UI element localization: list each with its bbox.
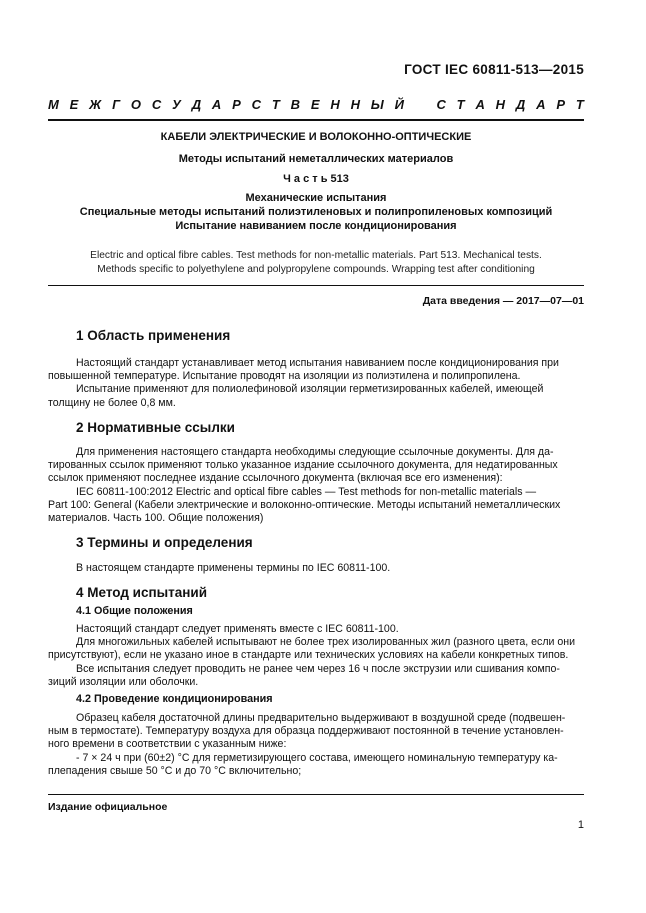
text-line: Испытание применяют для полиолефиновой изоляции герметизированных кабелей, имеющей bbox=[76, 383, 544, 396]
text-line: материалов. Часть 100. Общие положения) bbox=[48, 512, 264, 525]
section-4-title: 4 Метод испытаний bbox=[76, 585, 208, 600]
section-1-title: 1 Область применения bbox=[76, 328, 231, 343]
standard-type-letter: А bbox=[475, 97, 485, 112]
section-4-2-title: 4.2 Проведение кондиционирования bbox=[76, 693, 273, 705]
text-line: присутствуют), если не указано иное в стандарте или технических условиях на кабели конкретных типов. bbox=[48, 649, 569, 662]
standard-code: ГОСТ IEC 60811-513—2015 bbox=[404, 62, 584, 77]
section-4-1-paragraph bbox=[48, 623, 584, 689]
text-line: Настоящий стандарт следует применять вместе с IEC 60811-100. bbox=[76, 623, 399, 635]
standard-type-heading bbox=[48, 97, 584, 112]
standard-type-letter: Д bbox=[515, 97, 526, 112]
text-line: Part 100: General (Кабели электрические и волоконно-оптические. Методы испытаний неметаллических bbox=[48, 498, 561, 511]
text-line: зиций изоляции или оболочки. bbox=[48, 675, 199, 688]
standard-type-letter: А bbox=[211, 97, 222, 112]
text-line: толщину не более 0,8 мм. bbox=[48, 396, 176, 409]
standard-type-letter: С bbox=[436, 97, 446, 112]
standard-type-letter: Т bbox=[456, 97, 465, 112]
standard-type-letter: Г bbox=[112, 97, 121, 112]
standard-type-letter: У bbox=[172, 97, 181, 112]
title-line-4: Специальные методы испытаний полиэтиленовых и полипропиленовых композиций bbox=[79, 206, 553, 218]
standard-type-letter: О bbox=[130, 97, 141, 112]
section-2-paragraph bbox=[48, 446, 584, 525]
standard-type-letter: Ж bbox=[89, 97, 102, 112]
section-4-2-paragraph bbox=[48, 712, 584, 778]
english-title-2: Methods specific to polyethylene and polypropylene compounds. Wrapping test after conditioning bbox=[97, 264, 535, 275]
standard-type-letter: Е bbox=[69, 97, 79, 112]
text-line: Образец кабеля достаточной длины предварительно выдерживают в воздушной среде (подвешен- bbox=[76, 712, 566, 724]
section-2-title: 2 Нормативные ссылки bbox=[76, 420, 235, 435]
section-3-paragraph bbox=[48, 562, 584, 575]
title-part: Ч а с т ь 513 bbox=[283, 173, 349, 185]
standard-type-letter: Р bbox=[232, 97, 241, 112]
text-line: ным в термостате). Температуру воздуха для образца поддерживают постоянной в течение установлен- bbox=[48, 725, 564, 738]
text-line: ссылок применяют последнее издание ссылочного документа (включая все его изменения): bbox=[48, 472, 503, 485]
official-edition-label: Издание официальное bbox=[48, 801, 168, 813]
standard-type-letter: М bbox=[48, 97, 59, 112]
standard-type-letter: Е bbox=[310, 97, 320, 112]
footer-rule bbox=[48, 794, 584, 795]
standard-type-letter: Р bbox=[556, 97, 565, 112]
standard-type-letter: Т bbox=[575, 97, 584, 112]
title-line-5: Испытание навиванием после кондиционирования bbox=[175, 220, 457, 232]
header-rule bbox=[48, 119, 584, 121]
text-line: - 7 × 24 ч при (60±2) °С для герметизирующего состава, имеющего номинальную температуру ка- bbox=[76, 751, 558, 764]
standard-type-letter: Н bbox=[330, 97, 340, 112]
standard-type-letter: Н bbox=[350, 97, 360, 112]
standard-type-letter: Ы bbox=[370, 97, 384, 112]
english-title-1: Electric and optical fibre cables. Test methods for non-metallic materials. Part 513. Mechanical tests. bbox=[90, 250, 542, 261]
text-line: повышенной температуре. Испытание проводят на изоляции из полиэтилена и полипропилена. bbox=[48, 370, 521, 383]
text-line: Все испытания следует проводить не ранее чем через 16 ч после экструзии или сшивания компо- bbox=[76, 662, 560, 675]
standard-type-letter: С bbox=[251, 97, 262, 112]
standard-type-letter: Й bbox=[394, 97, 404, 112]
section-3-title: 3 Термины и определения bbox=[76, 535, 253, 550]
standard-type-letter: В bbox=[290, 97, 301, 112]
standard-type-letter: А bbox=[536, 97, 546, 112]
standard-type-letter: Н bbox=[495, 97, 506, 112]
title-line-2: Методы испытаний неметаллических материалов bbox=[178, 153, 454, 165]
text-line: плепадения свыше 50 °С и до 70 °С включительно; bbox=[48, 764, 302, 777]
title-line-1: КАБЕЛИ ЭЛЕКТРИЧЕСКИЕ И ВОЛОКОННО-ОПТИЧЕСКИЕ bbox=[160, 131, 472, 143]
date-rule bbox=[48, 285, 584, 286]
standard-type-letter: Т bbox=[271, 97, 280, 112]
text-line: тированных ссылок применяют только указанное издание ссылочного документа, для недатированных bbox=[48, 459, 558, 472]
text-line: Настоящий стандарт устанавливает метод испытания навиванием после кондиционирования при bbox=[76, 357, 559, 369]
text-line: Для применения настоящего стандарта необходимы следующие ссылочные документы. Для да- bbox=[76, 446, 554, 458]
page-number: 1 bbox=[577, 819, 584, 831]
text-line: ного времени в соответствии с указанным ниже: bbox=[48, 738, 287, 751]
standard-type-letter: Д bbox=[191, 97, 202, 112]
introduction-date: Дата введения — 2017—07—01 bbox=[422, 295, 584, 307]
title-line-3: Механические испытания bbox=[245, 192, 387, 204]
text-line: IEC 60811-100:2012 Electric and optical fibre cables — Test methods for non-metallic materials — bbox=[76, 485, 537, 498]
text-line: В настоящем стандарте применены термины по IEC 60811-100. bbox=[76, 562, 391, 574]
section-4-1-title: 4.1 Общие положения bbox=[76, 605, 193, 617]
standard-type-letter: С bbox=[151, 97, 162, 112]
section-1-paragraph bbox=[48, 357, 584, 410]
text-line: Для многожильных кабелей испытывают не более трех изолированных жил (разного цвета, если они bbox=[76, 636, 576, 649]
